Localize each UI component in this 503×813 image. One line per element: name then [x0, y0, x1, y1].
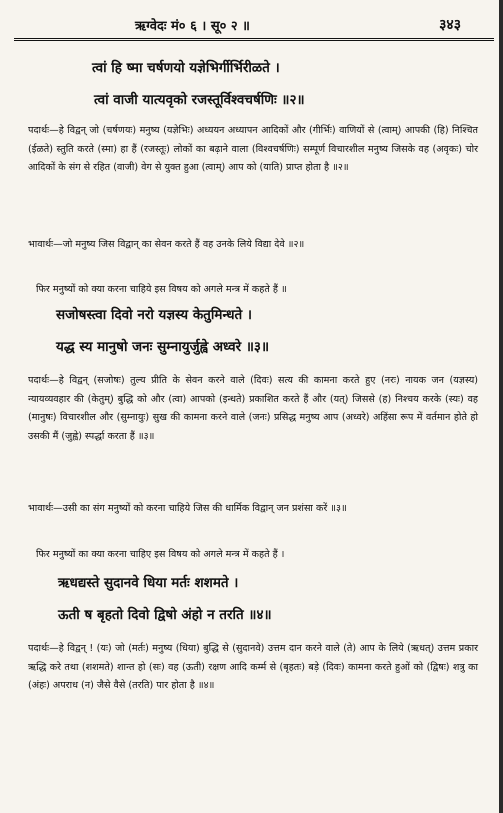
header-rule	[14, 38, 494, 41]
mantra-4-line-2: ऊती ष बृहतो दिवो द्विषो अंहो न तरति ॥४॥	[58, 607, 272, 623]
page-number: ३४३	[439, 17, 461, 33]
mantra-2-line-1: त्वां हि ष्मा चर्षणयो यज्ञेभिर्गीर्भिरीळते ।	[92, 60, 280, 76]
header-title: ऋग्वेदः मं० ६ । सू० २ ॥	[135, 19, 250, 34]
mantra-3-line-2: यद्ध स्य मानुषो जनः सुम्नायुर्जुह्वे अध्वरे ॥३॥	[56, 339, 270, 355]
bhavartha-2: भावार्थः—जो मनुष्य जिस विद्वान् का सेवन करते हैं वह उनके लिये विद्या देवे ॥२॥	[28, 239, 305, 250]
page-edge-mark	[499, 0, 503, 813]
bhavartha-3: भावार्थः—उसी का संग मनुष्यों को करना चाहिये जिस की धार्मिक विद्वान् जन प्रशंसा करें ॥३॥	[28, 503, 347, 514]
running-header	[0, 14, 503, 40]
intro-mantra-4: फिर मनुष्यों का क्या करना चाहिए इस विषय को अगले मन्त्र में कहते हैं ।	[36, 549, 285, 560]
intro-mantra-3: फिर मनुष्यों को क्या करना चाहिये इस विषय को अगले मन्त्र में कहते हैं ॥	[36, 284, 287, 295]
mantra-2-line-2: त्वां वाजी यात्यवृको रजस्तूर्विश्वचर्षणिः ॥२॥	[94, 92, 305, 108]
mantra-4-line-1: ऋधद्यस्ते सुदानवे धिया मर्तः शशमते ।	[58, 575, 239, 591]
padartha-2: पदार्थः—हे विद्वन् जो (चर्षणयः) मनुष्य (यज्ञेभिः) अध्ययन अध्यापन आदिकों और (गीर्भिः) वाणियों से (त्वाम्) आपकी (हि) निश्चित (ईळते) स्तुति करते (स्मा) हा हैं (रजस्तूः) लोकों का बढ़ाने वाला (विश्वचर्षणिः) सम्पूर्ण विचारशील मनुष्य जिसके वह (अवृकः) चोर आदिकों के संग से रहित (वाजी) वेग से युक्त हुआ (त्वाम्) आप को (याति) प्राप्त होता है ॥२॥	[28, 125, 478, 174]
padartha-3: पदार्थः—हे विद्वन् (सजोषः) तुल्य प्रीति के सेवन करने वाले (दिवः) सत्य की कामना करते हुए (नरः) नायक जन (यज्ञस्य) न्यायव्यवहार की (केतुम्) बुद्धि को और (त्वा) आपको (इन्धते) प्रकाशित करते हैं और (यत्) जिससे (ह) निश्चय करके (स्यः) वह (मानुषः) विचारशील और (सुम्नायुः) सुख की कामना करने वाले (जनः) प्रसिद्ध मनुष्य आप (अध्वरे) अहिंसा रूप में वर्तमान होते हो उसकी मैं (जुह्वे) स्पर्द्धा करता हैं ॥३॥	[28, 375, 478, 442]
padartha-4: पदार्थः—हे विद्वन् ! (यः) जो (मर्तः) मनुष्य (धिया) बुद्धि से (सुदानवे) उत्तम दान करने वाले (ते) आप के लिये (ऋधत्) उत्तम प्रकार ऋद्धि करे तथा (शशमते) शान्त हो (सः) वह (ऊती) रक्षण आदि कर्म्म से (बृहतः) बड़े (दिवः) कामना करते हुओं को (द्विषः) शत्रु का (अंहः) अपराध (न) जैसे वैसे (तरति) पार होता है ॥४॥	[28, 643, 478, 692]
mantra-3-line-1: सजोषस्त्वा दिवो नरो यज्ञस्य केतुमिन्धते ।	[56, 307, 253, 323]
